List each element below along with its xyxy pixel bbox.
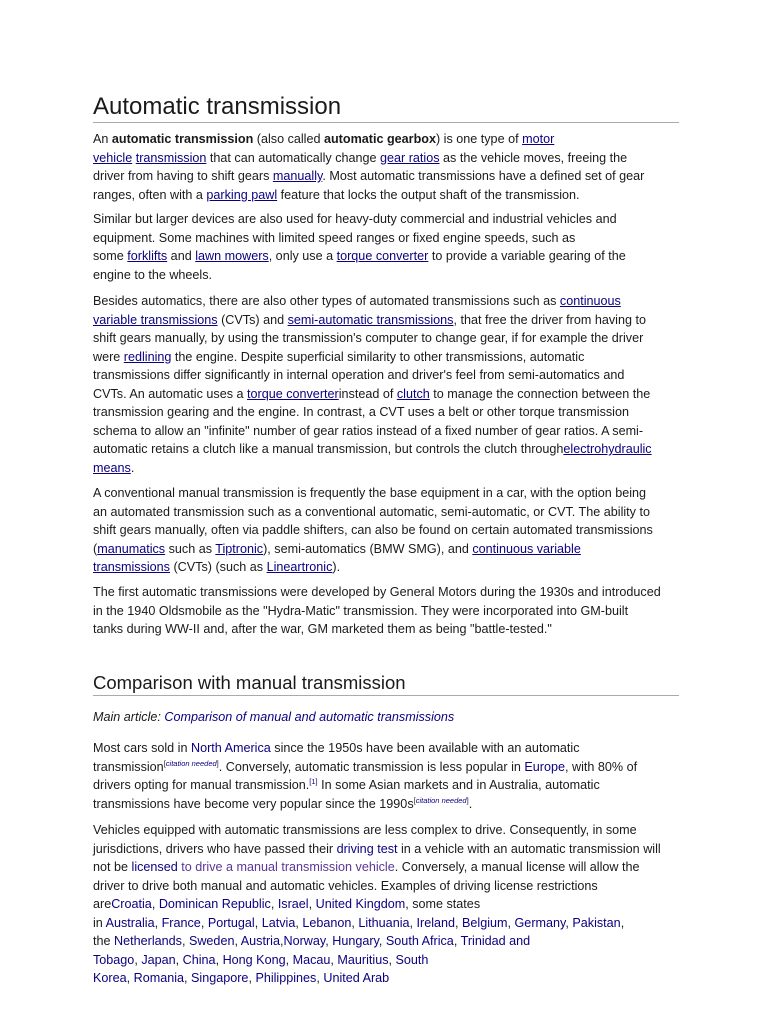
text-line <box>93 186 679 205</box>
text: , <box>200 915 208 930</box>
link-china[interactable]: China <box>182 952 216 967</box>
text: not be <box>93 860 132 874</box>
text: , <box>565 915 573 930</box>
text-line <box>93 895 679 914</box>
text-line: an automated transmission such as a conventional automatic, semi-automatic, or CVT. The ability to <box>93 504 650 519</box>
text: such as <box>165 541 216 556</box>
link-lithuania[interactable]: Lithuania <box>358 915 410 930</box>
text: . <box>130 460 135 475</box>
link-transmission[interactable]: transmission <box>135 150 207 165</box>
link-singapore[interactable]: Singapore <box>191 971 249 985</box>
link-south-korea[interactable]: South <box>395 952 429 967</box>
text: (also called <box>253 132 324 146</box>
link-driving-test[interactable]: driving test <box>336 841 398 856</box>
text-line <box>93 348 679 367</box>
paragraph <box>93 210 679 284</box>
text: Besides automatics, there are also other types of automated transmissions such as <box>93 294 560 308</box>
text: , <box>248 971 256 985</box>
text: , <box>453 934 461 948</box>
link-lebanon[interactable]: Lebanon <box>302 915 352 930</box>
link-manual-transmission-vehicle[interactable]: to drive a manual transmission vehicle <box>181 860 395 874</box>
paragraph <box>93 484 679 577</box>
citation-needed-label[interactable]: citation needed <box>165 758 217 768</box>
text: driver from having to shift gears <box>93 169 273 183</box>
text: , <box>351 915 359 930</box>
link-gear-ratios[interactable]: gear ratios <box>380 150 440 165</box>
link-motor[interactable]: motor <box>522 132 555 146</box>
link-hungary[interactable]: Hungary <box>332 934 379 948</box>
link-united-kingdom[interactable]: United Kingdom <box>315 897 406 911</box>
text-line: engine to the wheels. <box>93 267 213 282</box>
text: , <box>175 952 183 967</box>
text: An <box>93 132 112 146</box>
link-north-america[interactable]: North America <box>190 741 271 755</box>
link-united-arab-emirates[interactable]: United Arab <box>323 971 390 985</box>
text-line <box>93 385 679 404</box>
text: to manage the connection between the <box>429 386 651 401</box>
link-ireland[interactable]: Ireland <box>416 915 456 930</box>
text-line <box>93 440 679 459</box>
text: , <box>409 915 417 930</box>
text: , <box>620 915 625 930</box>
text: , that free the driver from having to <box>453 312 646 327</box>
paragraph <box>93 739 679 813</box>
link-torque-converter[interactable]: torque converter <box>336 249 429 263</box>
link-parking-pawl[interactable]: parking pawl <box>206 187 278 202</box>
text-line <box>93 167 679 186</box>
link-forklifts[interactable]: forklifts <box>127 249 168 263</box>
text-line <box>93 247 679 266</box>
text-line <box>93 969 679 988</box>
text: , <box>330 952 338 967</box>
link-lawn-mowers[interactable]: lawn mowers <box>195 249 269 263</box>
text-line: transmission gearing and the engine. In contrast, a CVT uses a belt or other torque transmission <box>93 405 629 419</box>
text: , <box>285 952 293 967</box>
text: (CVTs) (such as <box>169 560 267 574</box>
text: , <box>316 971 324 985</box>
link-france[interactable]: France <box>161 915 201 930</box>
text-line <box>93 914 679 933</box>
text-line <box>93 149 679 168</box>
text-line <box>93 758 679 777</box>
link-australia[interactable]: Australia <box>105 915 155 930</box>
text: transmission <box>93 759 164 774</box>
text: , <box>181 934 189 948</box>
text: , <box>270 897 278 911</box>
text-line <box>93 951 679 970</box>
text: in <box>93 915 106 930</box>
link-south-korea[interactable]: Korea <box>93 971 127 985</box>
text: ( <box>93 541 98 556</box>
link-europe[interactable]: Europe <box>524 759 566 774</box>
text: as the vehicle moves, freeing the <box>439 150 628 165</box>
link-transmissions[interactable]: transmissions <box>93 560 170 574</box>
text-line: shift gears manually, by using the transmission's computer to change gear, if for example the driver <box>93 331 644 345</box>
page-title: Automatic transmission <box>93 93 679 123</box>
text: drivers opting for manual transmission. <box>93 778 310 792</box>
link-south-africa[interactable]: South Africa <box>385 934 454 948</box>
text: that can automatically change <box>206 150 381 165</box>
text: , <box>184 971 192 985</box>
link-japan[interactable]: Japan <box>141 952 176 967</box>
text: . <box>468 796 473 811</box>
link-dominican-republic[interactable]: Dominican Republic <box>158 897 271 911</box>
link-germany[interactable]: Germany <box>514 915 566 930</box>
intro-paragraph <box>93 130 679 204</box>
link-belgium[interactable]: Belgium <box>462 915 508 930</box>
text: , <box>126 971 134 985</box>
text-line: driver to drive both manual and automatic vehicles. Examples of driving license restrictions <box>93 878 598 893</box>
link-portugal[interactable]: Portugal <box>207 915 255 930</box>
text-line <box>93 708 679 727</box>
text-line <box>93 932 679 951</box>
text: to provide a variable gearing of the <box>428 249 626 263</box>
text: , <box>507 915 515 930</box>
text: instead of <box>338 386 397 401</box>
text: Main article: <box>93 710 165 724</box>
text-line <box>93 739 679 758</box>
text: , <box>279 934 284 948</box>
text: , <box>388 952 396 967</box>
text: . Conversely, a manual license will allow the <box>394 860 640 874</box>
text: ), semi-automatics (BMW SMG), and <box>263 541 473 556</box>
link-hong-kong[interactable]: Hong Kong <box>222 952 286 967</box>
text: transmissions have become very popular since the 1990s <box>93 796 414 811</box>
text-line <box>93 292 679 311</box>
text-line <box>93 776 679 795</box>
link-austria[interactable]: Austria <box>240 934 280 948</box>
text: , <box>295 915 303 930</box>
text: are <box>93 897 112 911</box>
text: some <box>93 249 128 263</box>
link-clutch[interactable]: clutch <box>396 386 430 401</box>
link-macau[interactable]: Macau <box>292 952 331 967</box>
section-heading: Comparison with manual transmission <box>93 672 679 696</box>
link-croatia[interactable]: Croatia <box>111 897 152 911</box>
text: , <box>308 897 316 911</box>
link-variable-transmissions[interactable]: variable transmissions <box>93 312 218 327</box>
text: . Most automatic transmissions have a defined set of gear <box>322 169 645 183</box>
text: ). <box>332 560 341 574</box>
text-line <box>93 311 679 330</box>
link-trinidad-and-tobago[interactable]: Trinidad and <box>460 934 531 948</box>
paragraph <box>93 583 679 639</box>
link-continuous[interactable]: continuous <box>559 294 621 308</box>
text: jurisdictions, drivers who have passed their <box>93 841 337 856</box>
link-israel[interactable]: Israel <box>277 897 309 911</box>
link-pakistan[interactable]: Pakistan <box>572 915 621 930</box>
text: , some states <box>405 897 481 911</box>
text: , with 80% of <box>565 759 638 774</box>
link-netherlands[interactable]: Netherlands <box>114 934 182 948</box>
text-line <box>93 795 679 814</box>
text: automatic retains a clutch like a manual transmission, but controls the clutch through <box>93 442 564 456</box>
text-line <box>93 858 679 877</box>
text-line: schema to allow an "infinite" number of gear ratios instead of a fixed number of gear ratios. A semi- <box>93 423 644 438</box>
text: the engine. Despite superficial similarity to other transmissions, automatic <box>171 349 585 364</box>
text: (CVTs) and <box>217 312 288 327</box>
link-means[interactable]: means <box>93 460 131 475</box>
text: since the 1950s have been available with an automatic <box>270 741 580 755</box>
link-tiptronic[interactable]: Tiptronic <box>215 541 264 556</box>
text-line <box>93 840 679 859</box>
paragraph <box>93 821 679 988</box>
link-redlining[interactable]: redlining <box>123 349 172 364</box>
link-sweden[interactable]: Sweden <box>188 934 235 948</box>
text-line: Vehicles equipped with automatic transmissions are less complex to drive. Consequently, in some <box>93 823 637 837</box>
citation-needed[interactable]: [citation needed] <box>163 758 219 768</box>
link-norway[interactable]: Norway <box>283 934 326 948</box>
link-philippines[interactable]: Philippines <box>255 971 317 985</box>
link-latvia[interactable]: Latvia <box>261 915 296 930</box>
link-trinidad-and-tobago[interactable]: Tobago <box>93 952 135 967</box>
bold-term: automatic gearbox <box>323 132 436 146</box>
link-licensed[interactable]: licensed <box>131 860 178 874</box>
text: , <box>154 915 162 930</box>
citation-needed-label[interactable]: citation needed <box>415 795 467 805</box>
link-vehicle[interactable]: vehicle <box>93 150 133 165</box>
bold-term: automatic transmission <box>111 132 254 146</box>
text: , <box>325 934 333 948</box>
reference-link[interactable]: [1] <box>309 777 318 786</box>
text: CVTs. An automatic uses a <box>93 386 247 401</box>
link-continuous-variable[interactable]: continuous variable <box>472 541 581 556</box>
text: , only use a <box>268 249 337 263</box>
link-manually[interactable]: manually <box>272 169 323 183</box>
link-semi-automatic-transmissions[interactable]: semi-automatic transmissions <box>287 312 454 327</box>
text: the <box>93 934 115 948</box>
text: , <box>234 934 241 948</box>
text-line <box>93 540 679 559</box>
main-article-hatnote <box>93 708 679 727</box>
text: in a vehicle with an automatic transmission will <box>397 841 661 856</box>
text: were <box>93 349 124 364</box>
link-romania[interactable]: Romania <box>133 971 185 985</box>
citation-needed[interactable]: [citation needed] <box>413 795 469 805</box>
text: ) is one type of <box>435 132 523 146</box>
text: , <box>215 952 223 967</box>
text: ranges, often with a <box>93 187 207 202</box>
link-main-article[interactable]: Comparison of manual and automatic transmissions <box>164 710 455 724</box>
link-lineartronic[interactable]: Lineartronic <box>266 560 333 574</box>
link-manumatics[interactable]: manumatics <box>97 541 166 556</box>
text: . Conversely, automatic transmission is less popular in <box>218 759 525 774</box>
text-line: equipment. Some machines with limited speed ranges or fixed engine speeds, such as <box>93 230 576 245</box>
text: , <box>151 897 159 911</box>
text: In some Asian markets and in Australia, automatic <box>317 778 600 792</box>
text: , <box>254 915 262 930</box>
text-line <box>93 459 679 478</box>
link-electrohydraulic[interactable]: electrohydraulic <box>563 442 652 456</box>
text: and <box>167 249 196 263</box>
text-line: transmissions differ significantly in internal operation and driver's feel from semi-automatics and <box>93 368 625 382</box>
text-line: Similar but larger devices are also used for heavy-duty commercial and industrial vehicles and <box>93 212 617 226</box>
link-torque-converter[interactable]: torque converter <box>247 386 339 401</box>
text-line: tanks during WW-II and, after the war, GM marketed them as being "battle-tested." <box>93 622 552 636</box>
text-line: shift gears manually, often via paddle shifters, can also be found on certain automated transmissions <box>93 523 653 537</box>
text-line: in the 1940 Oldsmobile as the "Hydra-Matic" transmission. They were incorporated into GM-built <box>93 603 629 618</box>
text-line: A conventional manual transmission is frequently the base equipment in a car, with the option being <box>93 486 647 500</box>
text: , <box>378 934 386 948</box>
paragraph <box>93 292 679 477</box>
text: feature that locks the output shaft of the transmission. <box>277 187 580 202</box>
text: , <box>455 915 463 930</box>
text: , <box>134 952 142 967</box>
text-line: The first automatic transmissions were developed by General Motors during the 1930s and introduced <box>93 585 661 599</box>
link-mauritius[interactable]: Mauritius <box>337 952 389 967</box>
text-line <box>93 130 679 149</box>
text: Most cars sold in <box>93 741 191 755</box>
text-line <box>93 558 679 577</box>
